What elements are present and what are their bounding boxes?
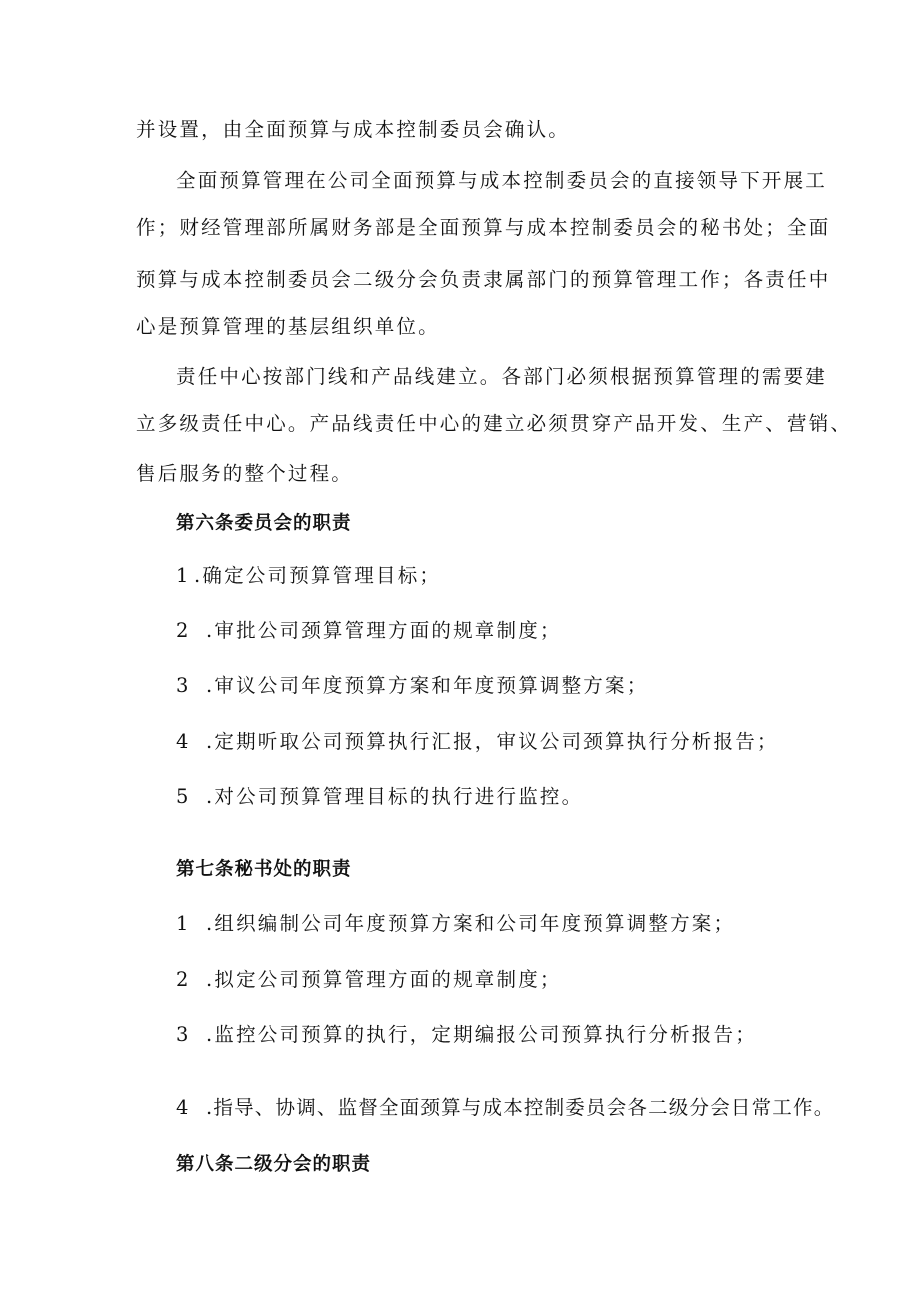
article-heading: 第六条委员会的职责 bbox=[176, 513, 352, 534]
list-item-text: .监控公司预算的执行，定期编报公司预算执行分析报告； bbox=[206, 1023, 757, 1046]
list-item-text: .拟定公司预算管理方面的规章制度； bbox=[206, 968, 562, 991]
paragraph-line: 责任中心按部门线和产品线建立。各部门必须根据预算管理的需要建 bbox=[176, 365, 828, 388]
paragraph-line: 立多级责任中心。产品线责任中心的建立必须贯穿产品开发、生产、营销、 bbox=[136, 412, 853, 435]
list-item-number: 2 bbox=[176, 619, 191, 642]
paragraph-line: 全面预算管理在公司全面预算与成本控制委员会的直接领导下开展工 bbox=[176, 169, 828, 192]
list-item-number: 3 bbox=[176, 674, 191, 697]
paragraph-line: 作；财经管理部所属财务部是全面预算与成本控制委员会的秘书处；全面 bbox=[136, 216, 831, 239]
article-heading: 第七条秘书处的职责 bbox=[176, 859, 352, 880]
list-item-text: .定期听取公司预算执行汇报，审议公司颈算执行分析报告； bbox=[206, 730, 779, 753]
list-item bbox=[176, 672, 648, 700]
list-item bbox=[176, 1021, 757, 1049]
list-item-number: 2 bbox=[176, 968, 191, 991]
list-item-text: .指导、协调、监督全面颈算与成本控制委员会各二级分会日常工作。 bbox=[206, 1096, 835, 1119]
list-item-text: .组织编制公司年度预算方案和公司年度预算调整方案； bbox=[206, 912, 736, 935]
paragraph-line: 心是预算管理的基层组织单位。 bbox=[136, 315, 440, 338]
list-item-number: 4 bbox=[176, 1096, 190, 1119]
list-item bbox=[176, 562, 441, 590]
list-item bbox=[176, 617, 562, 645]
list-item-number: 3 bbox=[176, 1023, 191, 1046]
list-item-text: .审议公司年度预算方案和年度预算调整方案； bbox=[206, 674, 649, 697]
paragraph-line: 预算与成本控制委员会二级分会负责隶属部门的预算管理工作；各责任中 bbox=[136, 268, 831, 291]
list-item bbox=[176, 910, 735, 938]
list-item-text: .对公司预算管理目标的执行进行监控。 bbox=[206, 785, 584, 808]
list-item-text: .审批公司颈算管理方面的规章制度； bbox=[206, 619, 562, 642]
paragraph-line: 并设置，由全面预算与成本控制委员会确认。 bbox=[136, 118, 571, 141]
article-heading: 第八条二级分会的职责 bbox=[176, 1154, 372, 1175]
list-item-number: 5 bbox=[176, 785, 191, 808]
list-item bbox=[176, 728, 779, 756]
list-item bbox=[176, 966, 562, 994]
list-item bbox=[176, 1094, 834, 1122]
list-item-text: .确定公司预算管理目标； bbox=[194, 564, 442, 587]
paragraph-line: 售后服务的整个过程。 bbox=[136, 462, 354, 485]
list-item-number: 1 bbox=[176, 912, 191, 935]
list-item bbox=[176, 783, 583, 811]
list-item-number: 4 bbox=[176, 730, 191, 753]
list-item-number: 1 bbox=[176, 564, 191, 587]
